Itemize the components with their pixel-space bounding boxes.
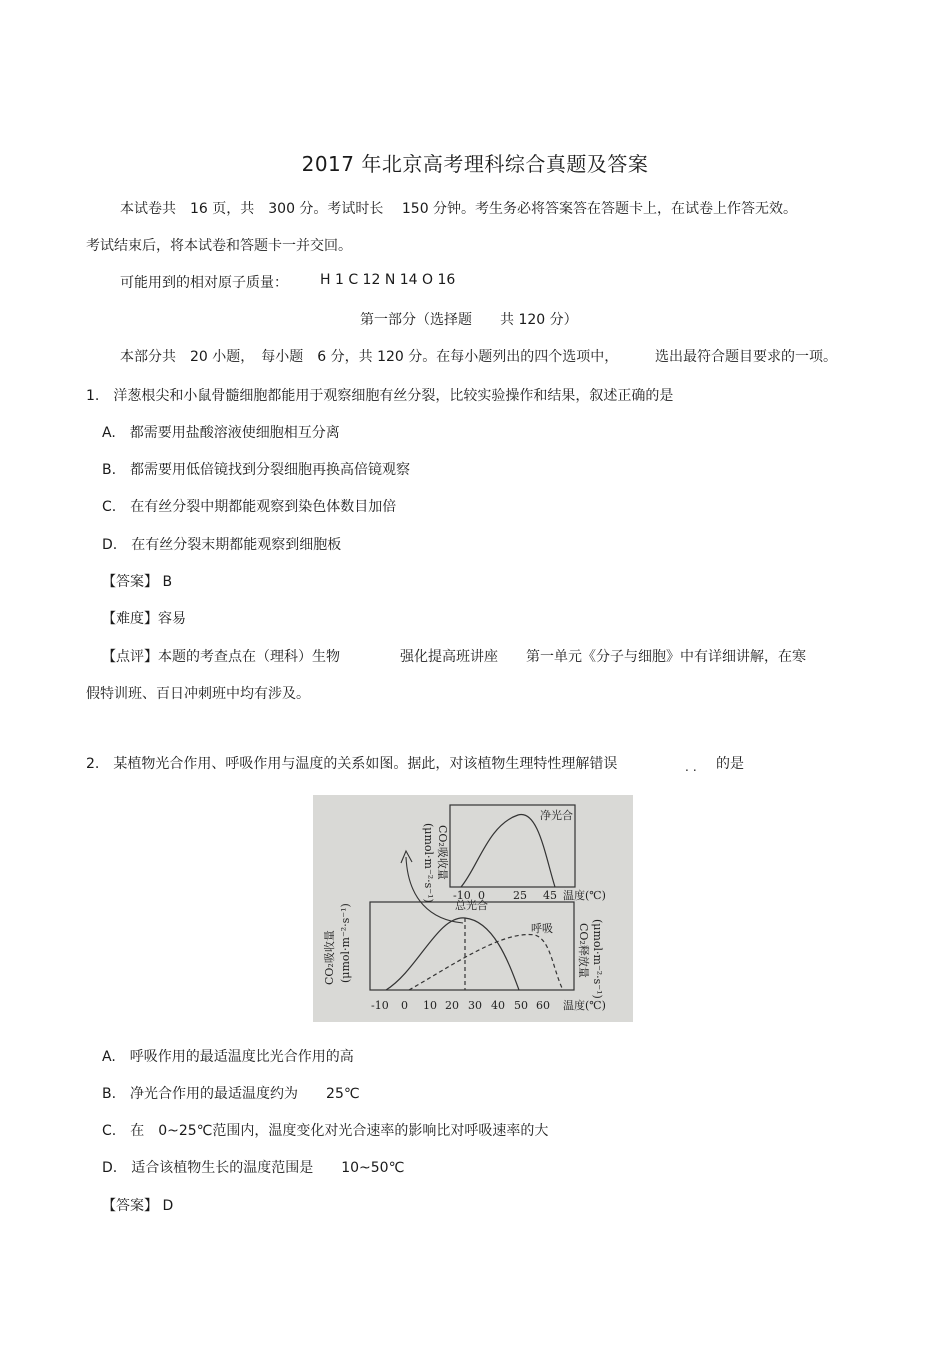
bottom-xtick-7: 50 bbox=[514, 999, 528, 1012]
top-yunit: (μmol·m⁻²·s⁻¹) bbox=[422, 823, 435, 903]
q1-option-d: D. 在有丝分裂末期都能观察到细胞板 bbox=[102, 537, 342, 553]
q1-comment-c: 第一单元《分子与细胞》中有详细讲解，在寒 bbox=[526, 649, 806, 665]
q1-option-b: B. 都需要用低倍镜找到分裂细胞再换高倍镜观察 bbox=[102, 462, 411, 478]
q1-option-c: C. 在有丝分裂中期都能观察到染色体数目加倍 bbox=[102, 499, 397, 515]
q2-option-d: D. 适合该植物生长的温度范围是 10~50℃ bbox=[102, 1160, 405, 1176]
q2-option-c: C. 在 0~25℃范围内，温度变化对光合速率的影响比对呼吸速率的大 bbox=[102, 1123, 549, 1139]
top-curve-label: 净光合 bbox=[540, 809, 573, 822]
bottom-ylabel-right: CO₂释放量 bbox=[577, 923, 590, 978]
q2-option-b: B. 净光合作用的最适温度约为 25℃ bbox=[102, 1086, 360, 1102]
part1-heading: 第一部分（选择题 共 120 分） bbox=[360, 312, 578, 328]
q1-answer: 【答案】 B bbox=[102, 574, 173, 590]
top-xtick-3: 25 bbox=[513, 889, 527, 902]
atomic-mass-values: H 1 C 12 N 14 O 16 bbox=[320, 272, 456, 288]
bottom-xtick-8: 60 bbox=[536, 999, 550, 1012]
bottom-xtick-4: 20 bbox=[445, 999, 459, 1012]
bottom-xlabel: 温度(℃) bbox=[563, 999, 606, 1012]
bottom-yunit-left: (μmol·m⁻²·s⁻¹) bbox=[339, 903, 352, 983]
top-ylabel: CO₂吸收量 bbox=[436, 825, 449, 880]
top-xtick-1: -10 bbox=[453, 889, 471, 902]
intro-line-1: 本试卷共 16 页，共 300 分。考试时长 150 分钟。考生务必将答案答在答题卡上，在试卷上作答无效。 bbox=[120, 201, 798, 217]
q2-figure bbox=[313, 795, 633, 1022]
top-xlabel: 温度(℃) bbox=[563, 889, 606, 902]
bottom-ylabel-left: CO₂吸收量 bbox=[323, 930, 336, 985]
q1-comment-d: 假特训班、百日冲刺班中均有涉及。 bbox=[86, 686, 310, 702]
q2-stem: 2. 某植物光合作用、呼吸作用与温度的关系如图。据此，对该植物生理特性理解错误 bbox=[86, 756, 618, 772]
q1-stem: 1. 洋葱根尖和小鼠骨髓细胞都能用于观察细胞有丝分裂，比较实验操作和结果，叙述正确的是 bbox=[86, 388, 674, 404]
q1-comment-b: 强化提高班讲座 bbox=[400, 649, 498, 665]
intro-line-2: 考试结束后，将本试卷和答题卡一并交回。 bbox=[86, 238, 352, 254]
bottom-xtick-6: 40 bbox=[491, 999, 505, 1012]
resp-curve-label: 呼吸 bbox=[531, 922, 553, 935]
q2-emphasis-dots: .. bbox=[685, 760, 701, 774]
bottom-yunit-right: (μmol·m⁻²·s⁻¹) bbox=[591, 919, 604, 999]
bottom-xtick-2: 0 bbox=[401, 999, 408, 1012]
q1-option-a: A. 都需要用盐酸溶液使细胞相互分离 bbox=[102, 425, 340, 441]
top-xtick-2: 0 bbox=[478, 889, 485, 902]
q1-difficulty: 【难度】容易 bbox=[102, 611, 186, 627]
part1-instruction-a: 本部分共 20 小题， 每小题 6 分，共 120 分。在每小题列出的四个选项中， bbox=[120, 349, 619, 365]
q2-option-a: A. 呼吸作用的最适温度比光合作用的高 bbox=[102, 1049, 354, 1065]
bottom-xtick-1: -10 bbox=[371, 999, 389, 1012]
q1-comment-a: 【点评】本题的考查点在（理科）生物 bbox=[102, 649, 340, 665]
q2-stem-end: 的是 bbox=[716, 756, 744, 772]
atomic-mass-label: 可能用到的相对原子质量： bbox=[120, 275, 288, 291]
bottom-xtick-5: 30 bbox=[468, 999, 482, 1012]
page-title: 2017 年北京高考理科综合真题及答案 bbox=[301, 152, 649, 176]
total-curve-label: 总光合 bbox=[455, 899, 488, 912]
q2-answer: 【答案】 D bbox=[102, 1198, 174, 1214]
part1-instruction-b: 选出最符合题目要求的一项。 bbox=[655, 349, 837, 365]
bottom-xtick-3: 10 bbox=[423, 999, 437, 1012]
top-xtick-4: 45 bbox=[543, 889, 557, 902]
